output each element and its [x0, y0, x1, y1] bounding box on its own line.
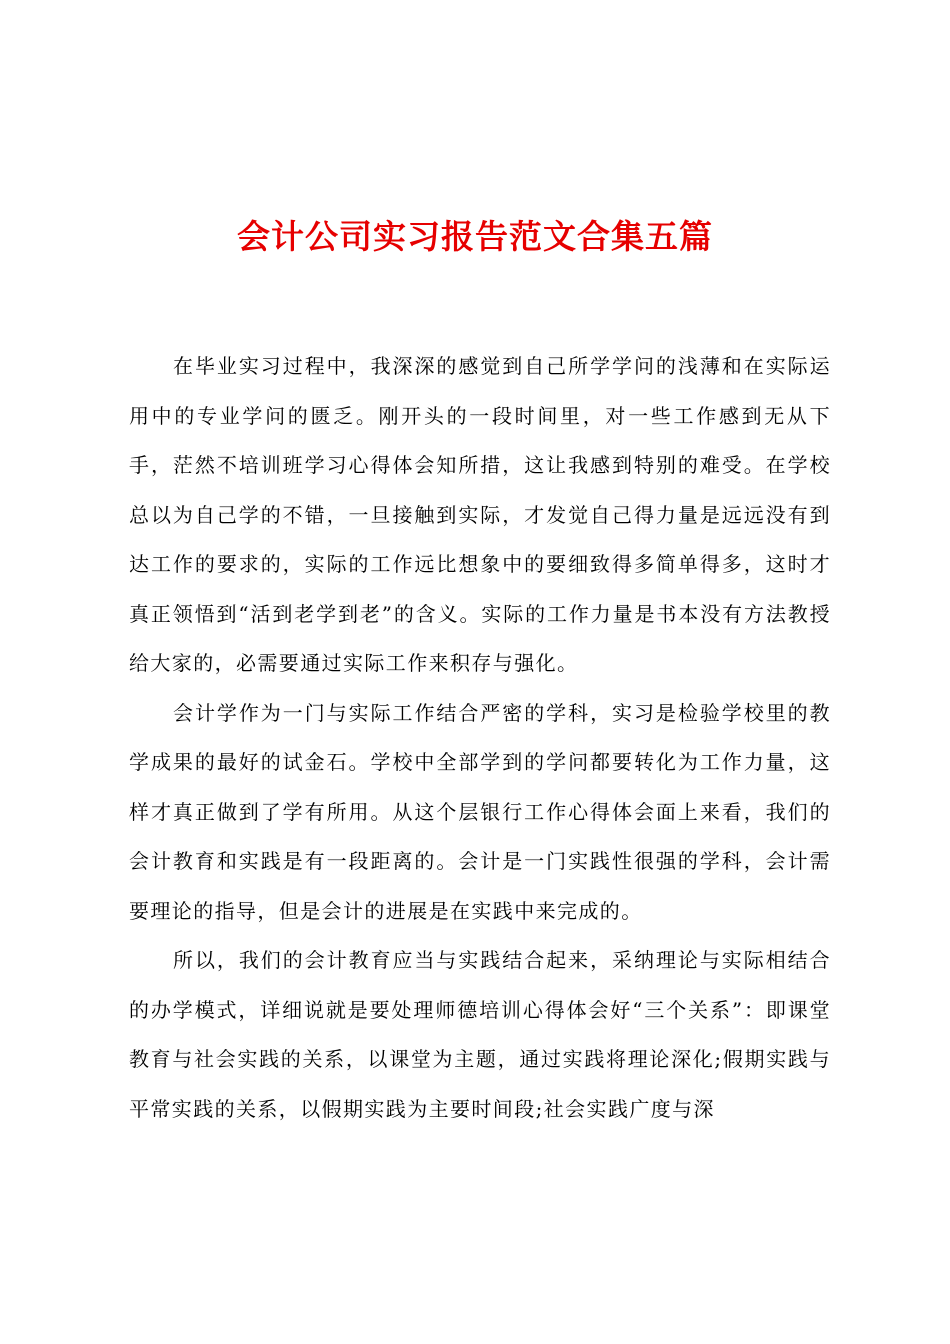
paragraph-1: 在毕业实习过程中，我深深的感觉到自己所学学问的浅薄和在实际运用中的专业学问的匮乏。刚开头的一段时间里，对一些工作感到无从下手，茫然不培训班学习心得体会知所措，这让我感到特别的难受。在学校总以为自己学的不错，一旦接触到实际，才发觉自己得力量是远远没有到达工作的要求的，实际的工作远比想象中的要细致得多简单得多，这时才真正领悟到“活到老学到老”的含义。实际的工作力量是书本没有方法教授给大家的，必需要通过实际工作来积存与强化。: [129, 354, 831, 675]
document-title: 会计公司实习报告范文合集五篇: [237, 217, 713, 256]
paragraph-2: 会计学作为一门与实际工作结合严密的学科，实习是检验学校里的教学成果的最好的试金石。学校中全部学到的学问都要转化为工作力量，这样才真正做到了学有所用。从这个层银行工作心得体会面上来看，我们的会计教育和实践是有一段距离的。会计是一门实践性很强的学科，会计需要理论的指导，但是会计的进展是在实践中来完成的。: [129, 700, 831, 923]
paragraph-3: 所以，我们的会计教育应当与实践结合起来，采纳理论与实际相结合的办学模式，详细说就是要处理师德培训心得体会好“三个关系”：即课堂教育与社会实践的关系，以课堂为主题，通过实践将理论深化;假期实践与平常实践的关系，以假期实践为主要时间段;社会实践广度与深: [129, 948, 831, 1121]
document-body: [129, 342, 831, 1134]
